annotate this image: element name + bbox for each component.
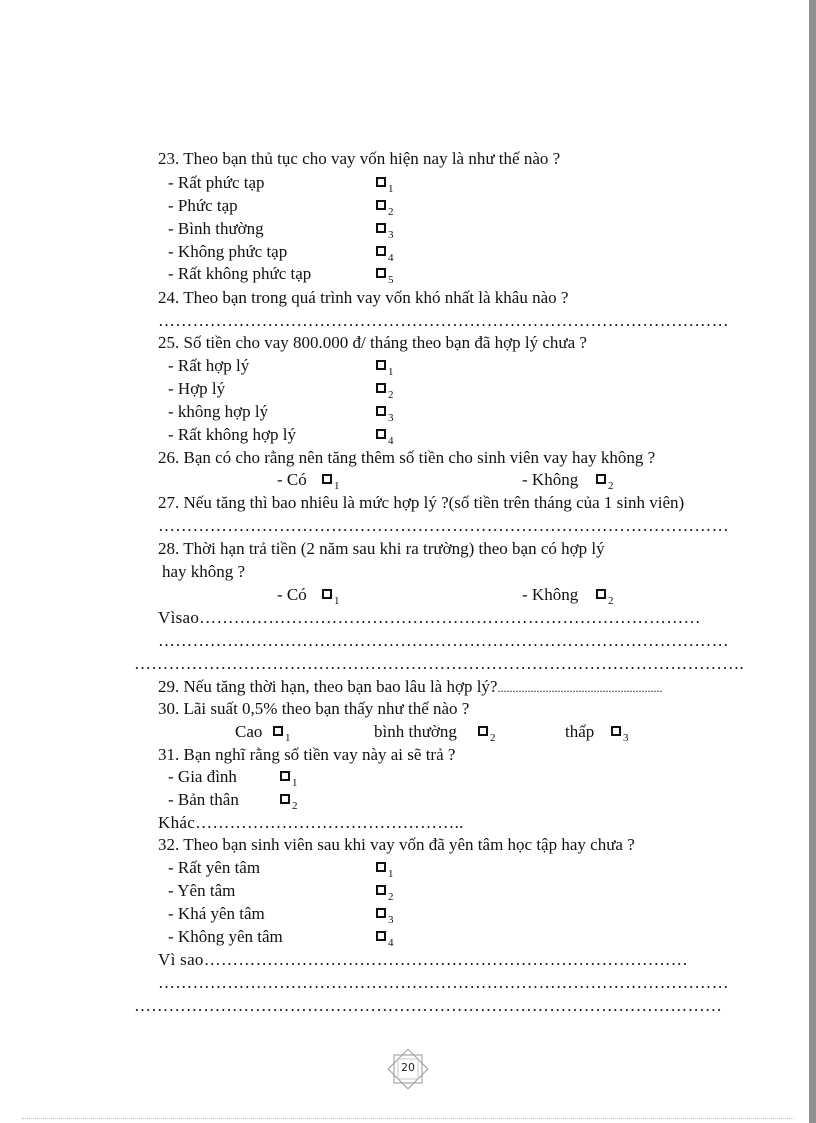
q25-option-1-label: - Rất hợp lý bbox=[168, 356, 250, 375]
q25-option-2-number: 2 bbox=[388, 389, 394, 401]
q28-answer-line-2[interactable]: ……………………………………………………………………………………………. bbox=[134, 654, 745, 673]
q26-no-label: - Không bbox=[522, 470, 579, 489]
q23-option-2-label: - Phức tạp bbox=[168, 196, 238, 215]
q26-no-number: 2 bbox=[608, 480, 614, 492]
q25-option-1-checkbox[interactable] bbox=[376, 360, 386, 370]
q30-option-1-label: Cao bbox=[235, 722, 263, 741]
q28-yes-number: 1 bbox=[334, 595, 340, 607]
q30-option-2-label: bình thường bbox=[374, 722, 457, 741]
q28-question-line1: 28. Thời hạn trả tiền (2 năm sau khi ra trường) theo bạn có hợp lý bbox=[158, 539, 605, 558]
q26-question: 26. Bạn có cho rằng nên tăng thêm số tiền cho sinh viên vay hay không ? bbox=[158, 448, 656, 467]
q30-option-3-label: thấp bbox=[565, 722, 595, 741]
q23-option-1-checkbox[interactable] bbox=[376, 177, 386, 187]
q23-option-2-checkbox[interactable] bbox=[376, 200, 386, 210]
q32-option-4-label: - Không yên tâm bbox=[168, 927, 283, 946]
q26-yes-label: - Có bbox=[277, 470, 307, 489]
q31-option-1-number: 1 bbox=[292, 777, 298, 789]
q29-question bbox=[158, 677, 662, 698]
q30-option-3-checkbox[interactable] bbox=[611, 726, 621, 736]
q23-option-5-label: - Rất không phức tạp bbox=[168, 264, 312, 283]
q25-option-4-number: 4 bbox=[388, 435, 394, 447]
q32-question: 32. Theo bạn sinh viên sau khi vay vốn đã yên tâm học tập hay chưa ? bbox=[158, 835, 635, 854]
q30-question: 30. Lãi suất 0,5% theo bạn thấy như thế nào ? bbox=[158, 699, 470, 718]
page-edge-bar bbox=[809, 0, 816, 1123]
q23-option-1-label: - Rất phức tạp bbox=[168, 173, 265, 192]
q26-yes-checkbox[interactable] bbox=[322, 474, 332, 484]
page-number: 20 bbox=[401, 1061, 415, 1074]
q32-option-4-number: 4 bbox=[388, 937, 394, 949]
q32-option-2-checkbox[interactable] bbox=[376, 885, 386, 895]
q32-option-4-checkbox[interactable] bbox=[376, 931, 386, 941]
q25-option-2-checkbox[interactable] bbox=[376, 383, 386, 393]
q31-option-1-checkbox[interactable] bbox=[280, 771, 290, 781]
q23-option-5-number: 5 bbox=[388, 274, 394, 286]
q30-option-2-number: 2 bbox=[490, 732, 496, 744]
q25-option-3-checkbox[interactable] bbox=[376, 406, 386, 416]
q31-option-2-checkbox[interactable] bbox=[280, 794, 290, 804]
q23-option-5-checkbox[interactable] bbox=[376, 268, 386, 278]
q25-option-1-number: 1 bbox=[388, 366, 394, 378]
q28-why-line[interactable]: Vìsao…………………………………………………………………………… bbox=[158, 608, 701, 627]
q28-no-label: - Không bbox=[522, 585, 579, 604]
q32-option-3-checkbox[interactable] bbox=[376, 908, 386, 918]
q28-no-number: 2 bbox=[608, 595, 614, 607]
q23-option-3-label: - Bình thường bbox=[168, 219, 264, 238]
q24-question: 24. Theo bạn trong quá trình vay vốn khó nhất là khâu nào ? bbox=[158, 288, 569, 307]
q23-option-1-number: 1 bbox=[388, 183, 394, 195]
q27-question: 27. Nếu tăng thì bao nhiêu là mức hợp lý ?(số tiền trên tháng của 1 sinh viên) bbox=[158, 493, 685, 512]
q23-option-3-checkbox[interactable] bbox=[376, 223, 386, 233]
q30-option-3-number: 3 bbox=[623, 732, 629, 744]
q29-question-text: 29. Nếu tăng thời hạn, theo bạn bao lâu là hợp lý? bbox=[158, 677, 498, 696]
q32-answer-line-2[interactable]: ………………………………………………………………………………………… bbox=[134, 996, 723, 1015]
q31-other-line[interactable]: Khác……………………………………….. bbox=[158, 813, 464, 832]
q32-option-3-label: - Khá yên tâm bbox=[168, 904, 265, 923]
q23-option-3-number: 3 bbox=[388, 229, 394, 241]
q28-yes-label: - Có bbox=[277, 585, 307, 604]
q32-option-1-label: - Rất yên tâm bbox=[168, 858, 261, 877]
q30-option-1-number: 1 bbox=[285, 732, 291, 744]
q23-option-2-number: 2 bbox=[388, 206, 394, 218]
q32-why-line[interactable]: Vì sao………………………………………………………………………… bbox=[158, 950, 689, 969]
q25-option-3-label: - không hợp lý bbox=[168, 402, 269, 421]
q30-option-1-checkbox[interactable] bbox=[273, 726, 283, 736]
q31-option-2-label: - Bản thân bbox=[168, 790, 239, 809]
q24-answer-line[interactable]: ……………………………………………………………………………………… bbox=[158, 311, 729, 330]
q25-option-2-label: - Hợp lý bbox=[168, 379, 226, 398]
page-number-badge bbox=[386, 1049, 430, 1089]
q23-option-4-label: - Không phức tạp bbox=[168, 242, 288, 261]
q28-yes-checkbox[interactable] bbox=[322, 589, 332, 599]
q25-option-4-checkbox[interactable] bbox=[376, 429, 386, 439]
q26-no-checkbox[interactable] bbox=[596, 474, 606, 484]
q28-no-checkbox[interactable] bbox=[596, 589, 606, 599]
q25-option-4-label: - Rất không hợp lý bbox=[168, 425, 296, 444]
q25-option-3-number: 3 bbox=[388, 412, 394, 424]
q25-question: 25. Số tiền cho vay 800.000 đ/ tháng theo bạn đã hợp lý chưa ? bbox=[158, 333, 587, 352]
q23-option-4-number: 4 bbox=[388, 252, 394, 264]
q31-option-1-label: - Gia đình bbox=[168, 767, 237, 786]
q32-answer-line-1[interactable]: ……………………………………………………………………………………… bbox=[158, 973, 729, 992]
q32-option-1-checkbox[interactable] bbox=[376, 862, 386, 872]
q27-answer-line[interactable]: ……………………………………………………………………………………… bbox=[158, 516, 729, 535]
q31-option-2-number: 2 bbox=[292, 800, 298, 812]
q26-yes-number: 1 bbox=[334, 480, 340, 492]
q29-answer-line[interactable]: ....................................................... bbox=[497, 681, 663, 695]
q28-question-line2: hay không ? bbox=[162, 562, 246, 581]
q28-answer-line-1[interactable]: ……………………………………………………………………………………… bbox=[158, 631, 729, 650]
q32-option-1-number: 1 bbox=[388, 868, 394, 880]
page-bottom-border bbox=[22, 1118, 794, 1119]
q32-option-2-number: 2 bbox=[388, 891, 394, 903]
q32-option-2-label: - Yên tâm bbox=[168, 881, 236, 900]
q31-question: 31. Bạn nghĩ rằng số tiền vay này ai sẽ trả ? bbox=[158, 745, 456, 764]
q32-option-3-number: 3 bbox=[388, 914, 394, 926]
q30-option-2-checkbox[interactable] bbox=[478, 726, 488, 736]
q23-option-4-checkbox[interactable] bbox=[376, 246, 386, 256]
q23-question: 23. Theo bạn thủ tục cho vay vốn hiện nay là như thế nào ? bbox=[158, 149, 561, 168]
